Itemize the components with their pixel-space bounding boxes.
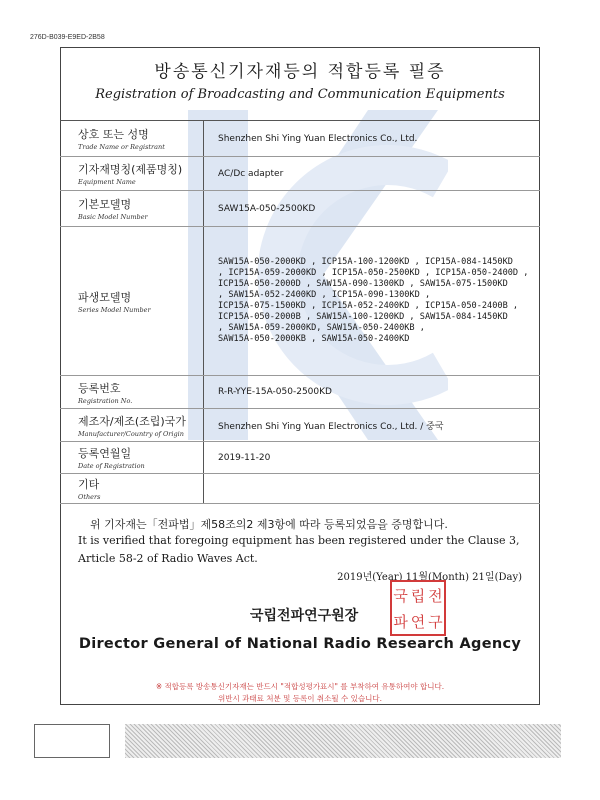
label-cell xyxy=(60,474,204,503)
label-korean: 제조자/제조(조립)국가 xyxy=(78,414,186,428)
seal-char: 립 xyxy=(410,586,426,605)
label-korean: 기자재명칭(제품명칭) xyxy=(78,163,183,176)
seal-char: 연 xyxy=(410,612,426,631)
value-series-models xyxy=(204,227,540,375)
security-box xyxy=(34,724,110,758)
label-english: Date of Registration xyxy=(78,462,145,470)
value-manufacturer: Shenzhen Shi Ying Yuan Electronics Co., Ltd. / 중국 xyxy=(218,421,444,432)
row-registration-date xyxy=(60,442,540,474)
official-seal xyxy=(390,580,446,636)
value-equipment-name: AC/Dc adapter xyxy=(218,168,284,179)
statement-korean: 위 기자재는「전파법」제58조의2 제3항에 따라 등록되었음을 증명합니다. xyxy=(90,518,448,531)
label-cell xyxy=(60,121,204,156)
value-others xyxy=(204,474,540,503)
seal-char: 국 xyxy=(393,586,408,605)
statement-english: It is verified that foregoing equipment has been registered under the Clause 3, Article 58-2 of Radio Waves Act. xyxy=(78,534,520,565)
label-english: Series Model Number xyxy=(78,305,151,314)
series-model-line: ICP15A-050-2000D , SAW15A-090-1300KD , SAW15A-075-1500KD xyxy=(218,279,508,289)
label-english: Manufacturer/Country of Origin xyxy=(78,429,184,438)
row-series-model xyxy=(60,227,540,376)
label-korean: 등록번호 xyxy=(78,381,121,395)
label-cell xyxy=(60,157,204,190)
notice-line-1: ※ 적합등록 방송통신기자재는 반드시 "적합성평가표시" 를 부착하여 유통하여야 합니다. xyxy=(155,682,445,691)
label-cell xyxy=(60,227,204,375)
issuer-english: Director General of National Radio Research Agency xyxy=(78,636,522,652)
label-cell xyxy=(60,191,204,226)
row-others xyxy=(60,474,540,504)
label-cell xyxy=(60,409,204,441)
issue-date: 2019년(Year) 11월(Month) 21일(Day) xyxy=(337,572,522,583)
value-registration-no: R-R-YYE-15A-050-2500KD xyxy=(218,387,332,397)
row-trade-name xyxy=(60,121,540,157)
label-english: Others xyxy=(78,493,101,501)
label-english: Equipment Name xyxy=(78,178,136,186)
title-english: Registration of Broadcasting and Communication Equipments xyxy=(95,87,505,102)
label-english: Basic Model Number xyxy=(78,213,148,221)
document-id: 276D-B039-E9ED-2B58 xyxy=(30,34,105,41)
security-pattern-strip xyxy=(125,724,561,758)
seal-char: 전 xyxy=(428,586,443,605)
series-model-line: , SAW15A-059-2000KD, SAW15A-050-2400KB , xyxy=(218,323,425,333)
row-registration-no xyxy=(60,376,540,409)
label-korean: 기타 xyxy=(78,478,100,491)
seal-char: 파 xyxy=(393,612,408,631)
label-korean: 등록연월일 xyxy=(78,447,132,460)
value-basic-model: SAW15A-050-2500KD xyxy=(218,203,316,214)
title-korean: 방송통신기자재등의 적합등록 필증 xyxy=(154,62,446,82)
label-english: Trade Name or Registrant xyxy=(78,143,165,151)
issuer-korean: 국립전파연구원장 xyxy=(250,608,359,624)
series-model-line: SAW15A-050-2000KB , SAW15A-050-2400KD xyxy=(218,334,410,344)
row-equipment-name xyxy=(60,157,540,191)
label-korean: 파생모델명 xyxy=(78,290,132,304)
label-korean: 상호 또는 성명 xyxy=(78,128,149,141)
label-cell xyxy=(60,376,204,408)
notice-line-2: 위반시 과태료 처분 및 등록이 취소될 수 있습니다. xyxy=(218,694,382,703)
series-model-line: ICP15A-075-1500KD , ICP15A-052-2400KD , ICP15A-050-2400B , xyxy=(218,301,519,311)
value-registration-date: 2019-11-20 xyxy=(218,452,271,463)
series-model-line: ICP15A-050-2000B , SAW15A-100-1200KD , SAW15A-084-1450KD xyxy=(218,312,508,322)
series-model-line: SAW15A-050-2000KD , ICP15A-100-1200KD , ICP15A-084-1450KD xyxy=(218,257,513,267)
label-english: Registration No. xyxy=(78,396,133,405)
series-model-line: , ICP15A-059-2000KD , ICP15A-050-2500KD , ICP15A-050-2400D , xyxy=(218,268,529,278)
label-cell xyxy=(60,442,204,473)
value-trade-name: Shenzhen Shi Ying Yuan Electronics Co., Ltd. xyxy=(218,133,418,144)
row-manufacturer xyxy=(60,409,540,442)
row-basic-model xyxy=(60,191,540,227)
label-korean: 기본모델명 xyxy=(78,198,132,211)
series-model-line: , SAW15A-052-2400KD , ICP15A-090-1300KD , xyxy=(218,290,431,300)
seal-char: 구 xyxy=(428,612,443,631)
registration-table xyxy=(60,120,540,504)
